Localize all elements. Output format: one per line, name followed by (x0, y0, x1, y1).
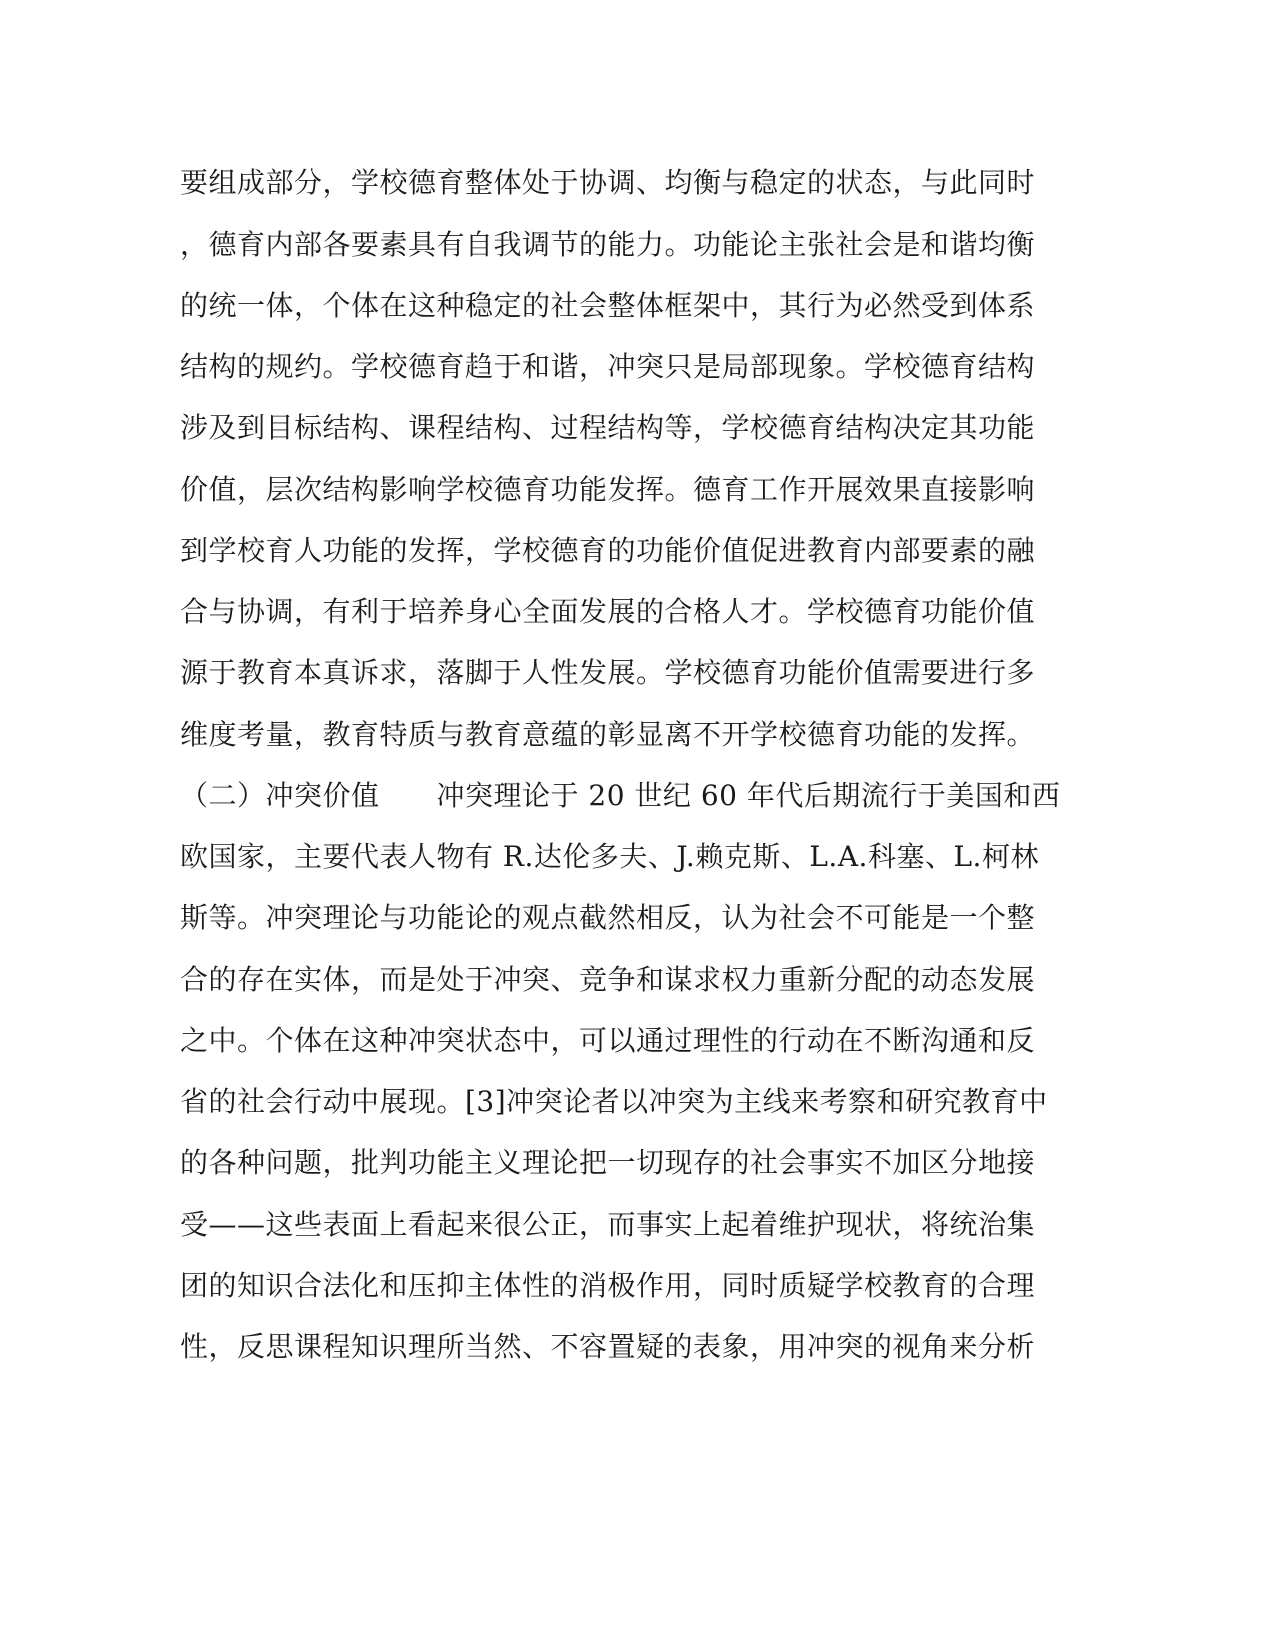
text-line: 涉及到目标结构、课程结构、过程结构等，学校德育结构决定其功能 (180, 411, 1036, 444)
text-line: 源于教育本真诉求，落脚于人性发展。学校德育功能价值需要进行多 (180, 656, 1036, 689)
text-line: ，德育内部各要素具有自我调节的能力。功能论主张社会是和谐均衡 (180, 228, 1036, 261)
text-line: 斯等。冲突理论与功能论的观点截然相反，认为社会不可能是一个整 (180, 901, 1036, 934)
text-line: 欧国家，主要代表人物有 R.达伦多夫、J.赖克斯、L.A.科塞、L.柯林 (180, 840, 1039, 873)
text-line: 到学校育人功能的发挥，学校德育的功能价值促进教育内部要素的融 (180, 534, 1036, 567)
text-line: 价值，层次结构影响学校德育功能发挥。德育工作开展效果直接影响 (180, 473, 1036, 506)
text-line: 的统一体，个体在这种稳定的社会整体框架中，其行为必然受到体系 (180, 289, 1036, 322)
text-line: 之中。个体在这种冲突状态中，可以通过理性的行动在不断沟通和反 (180, 1024, 1036, 1057)
text-line: 要组成部分，学校德育整体处于协调、均衡与稳定的状态，与此同时 (180, 166, 1036, 199)
section-heading-line: （二）冲突价值 冲突理论于 20 世纪 60 年代后期流行于美国和西 (180, 779, 1061, 812)
text-line: 省的社会行动中展现。[3]冲突论者以冲突为主线来考察和研究教育中 (180, 1085, 1048, 1118)
text-line: 性，反思课程知识理所当然、不容置疑的表象，用冲突的视角来分析 (180, 1330, 1036, 1363)
text-line: 维度考量，教育特质与教育意蕴的彰显离不开学校德育功能的发挥。 (180, 718, 1036, 751)
text-line: 合的存在实体，而是处于冲突、竞争和谋求权力重新分配的动态发展 (180, 963, 1036, 996)
text-line: 的各种问题，批判功能主义理论把一切现存的社会事实不加区分地接 (180, 1146, 1036, 1179)
text-line: 受——这些表面上看起来很公正，而事实上起着维护现状，将统治集 (180, 1208, 1036, 1241)
text-line: 合与协调，有利于培养身心全面发展的合格人才。学校德育功能价值 (180, 595, 1036, 628)
text-line: 结构的规约。学校德育趋于和谐，冲突只是局部现象。学校德育结构 (180, 350, 1036, 383)
text-line: 团的知识合法化和压抑主体性的消极作用，同时质疑学校教育的合理 (180, 1269, 1036, 1302)
